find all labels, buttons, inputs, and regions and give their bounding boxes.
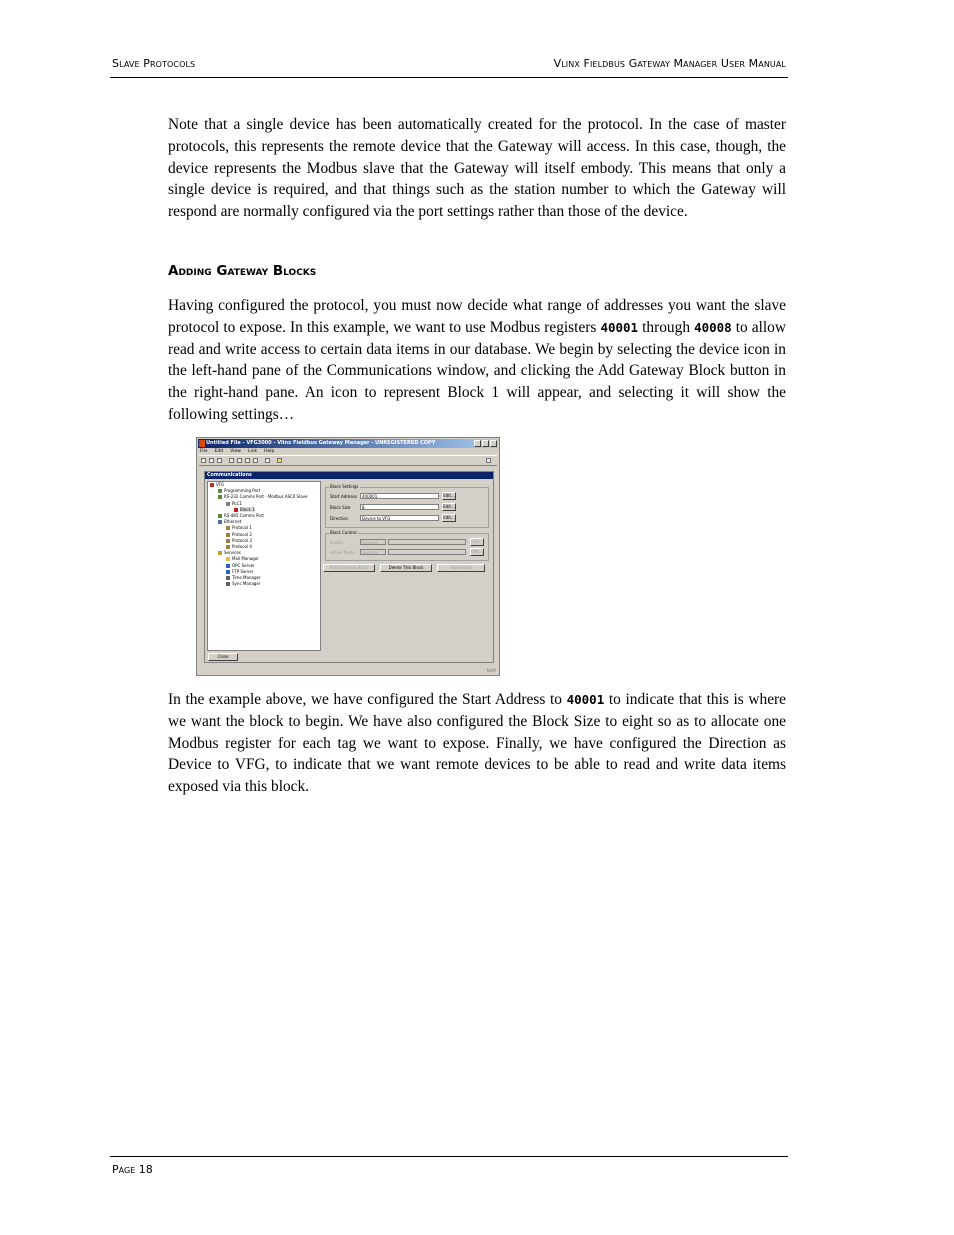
enable-select[interactable]: General <box>360 539 386 545</box>
enable-value[interactable] <box>388 539 466 545</box>
block-size-field[interactable]: 8 <box>360 504 439 510</box>
direction-field[interactable]: Device to VFG <box>360 515 439 521</box>
mail-icon <box>226 557 230 561</box>
clock-icon <box>226 576 230 580</box>
active-mode-label: Active Mode <box>330 550 355 555</box>
start-address-field[interactable]: 400001 <box>360 493 439 499</box>
port-icon <box>218 514 222 518</box>
save-icon[interactable] <box>217 458 222 463</box>
minimize-icon[interactable] <box>474 440 481 447</box>
app-screenshot <box>196 437 500 676</box>
tree-item-programming-port[interactable]: Programming Port <box>208 488 320 494</box>
menu-edit[interactable]: Edit <box>214 449 224 454</box>
page-number: Page 18 <box>112 1163 153 1176</box>
start-address-label: Start Address <box>330 494 357 499</box>
maximize-icon[interactable] <box>482 440 489 447</box>
tree-item-block1[interactable]: Block 1 <box>208 507 320 513</box>
running-header-left: Slave Protocols <box>112 57 196 70</box>
tree-item-ftp-server[interactable]: FTP Server <box>208 569 320 575</box>
start-address-edit-button[interactable]: Edit... <box>443 493 455 498</box>
active-mode-select[interactable]: General <box>360 549 386 555</box>
delete-block-button[interactable]: Delete This Block <box>380 564 432 572</box>
active-mode-edit-button[interactable]: Edit... <box>471 549 483 554</box>
protocol-icon <box>226 533 230 537</box>
cut-icon[interactable] <box>229 458 234 463</box>
footer-rule <box>110 1156 788 1157</box>
add-gateway-block-button[interactable]: Add Gateway Block <box>323 564 375 572</box>
block-icon <box>234 508 238 512</box>
protocol-icon <box>226 539 230 543</box>
copy-icon[interactable] <box>237 458 242 463</box>
menu-view[interactable]: View <box>230 449 241 454</box>
close-button[interactable]: Close <box>208 653 238 661</box>
enable-edit-button[interactable]: Edit... <box>471 539 483 544</box>
register-end: 40008 <box>694 319 732 335</box>
port-icon <box>218 495 222 499</box>
server-icon <box>226 564 230 568</box>
tree-item-protocol2[interactable]: Protocol 2 <box>208 532 320 538</box>
tree-item-rs232[interactable]: RS-232 Comms Port - Modbus ASCII Slave <box>208 494 320 500</box>
device-tree <box>207 481 321 651</box>
tree-item-protocol1[interactable]: Protocol 1 <box>208 525 320 531</box>
window-controls <box>474 440 497 447</box>
active-mode-value[interactable] <box>388 549 466 555</box>
view-block-button[interactable]: View Block <box>437 564 485 572</box>
block-control-group: Block Control Enable General Edit... Active Mode General Edit... <box>325 533 489 561</box>
tree-item-protocol4[interactable]: Protocol 4 <box>208 544 320 550</box>
direction-label: Direction <box>330 516 349 521</box>
tree-item-services[interactable]: Services <box>208 550 320 556</box>
tree-item-plc1[interactable]: PLC1 <box>208 501 320 507</box>
menu-file[interactable]: File <box>200 449 208 454</box>
protocol-icon <box>226 526 230 530</box>
lightning-icon[interactable] <box>277 458 282 463</box>
open-file-icon[interactable] <box>209 458 214 463</box>
window-title-bar: Untitled File - VFG3000 - Vlinx Fieldbus Gateway Manager - UNREGISTERED COPY <box>198 439 498 448</box>
tree-item-opc-server[interactable]: OPC Server <box>208 563 320 569</box>
register-start: 40001 <box>600 319 639 335</box>
properties-icon[interactable] <box>265 458 270 463</box>
paragraph-configuration-result: In the example above, we have configured the Start Address to 40001 to indicate that this is where we want the block to begin. We have also configured the Block Size to eight so as to allocate one Modbus register for each tag we want to expose. Finally, we have configured the Direction as Device to VFG, to indicate that we want remote devices to be able to read and write data items exposed via this block. <box>168 691 786 796</box>
header-rule <box>110 77 788 78</box>
paragraph-device-note: Note that a single device has been automatically created for the protocol. In the case of master protocols, this represents the remote device that the Gateway will access. In this case, though, the device represents the Modbus slave that the Gateway will itself embody. This means that only a single device is required, and that things such as the station number to which the Gateway will respond are normally configured via the port settings rather than those of the device. <box>168 116 786 221</box>
communications-title: Communications <box>205 472 493 479</box>
direction-edit-button[interactable]: Edit... <box>443 515 455 520</box>
paragraph-adding-blocks: Having configured the protocol, you must now decide what range of addresses you want the slave protocol to expose. In this example, we want to use Modbus registers 40001 through 40008 to allow read and write access to certain data items in our database. We begin by selecting the device icon in the left-hand pane of the Communications window, and clicking the Add Gateway Block button in the right-hand pane. An icon to represent Block 1 will appear, and selecting it will show the following settings… <box>168 297 786 423</box>
app-logo-icon <box>199 440 205 447</box>
status-bar: NUM <box>486 668 496 673</box>
enable-label: Enable <box>330 540 344 545</box>
block-size-label: Block Size <box>330 505 351 510</box>
tree-item-mail-manager[interactable]: Mail Manager <box>208 556 320 562</box>
block-settings-group: Block Settings Start Address 400001 Edit... Block Size 8 Edit... Direction Device to VFG Edit... <box>325 487 489 528</box>
tree-item-time-manager[interactable]: Time Manager <box>208 575 320 581</box>
toolbar <box>199 455 497 466</box>
port-icon <box>218 489 222 493</box>
start-address-code: 40001 <box>566 692 605 707</box>
network-icon <box>218 520 222 524</box>
block-size-edit-button[interactable]: Edit... <box>443 504 455 509</box>
tree-item-rs485[interactable]: RS-485 Comms Port <box>208 513 320 519</box>
sync-icon <box>226 582 230 586</box>
delete-icon[interactable] <box>253 458 258 463</box>
section-heading: Adding Gateway Blocks <box>168 263 317 279</box>
tree-item-sync-manager[interactable]: Sync Manager <box>208 581 320 587</box>
close-icon[interactable] <box>490 440 497 447</box>
services-icon <box>218 551 222 555</box>
tree-item-vfg[interactable]: VFG <box>208 482 320 488</box>
menu-bar <box>200 448 274 455</box>
help-icon[interactable] <box>486 458 491 463</box>
protocol-icon <box>226 545 230 549</box>
device-icon <box>226 502 230 506</box>
tree-item-ethernet[interactable]: Ethernet <box>208 519 320 525</box>
paste-icon[interactable] <box>245 458 250 463</box>
menu-link[interactable]: Link <box>247 449 258 454</box>
server-icon <box>226 570 230 574</box>
tree-item-protocol3[interactable]: Protocol 3 <box>208 538 320 544</box>
communications-window <box>204 471 494 663</box>
running-header-right: Vlinx Fieldbus Gateway Manager User Manual <box>553 57 786 70</box>
new-file-icon[interactable] <box>201 458 206 463</box>
menu-help[interactable]: Help <box>264 449 275 454</box>
vfg-icon <box>210 483 214 487</box>
